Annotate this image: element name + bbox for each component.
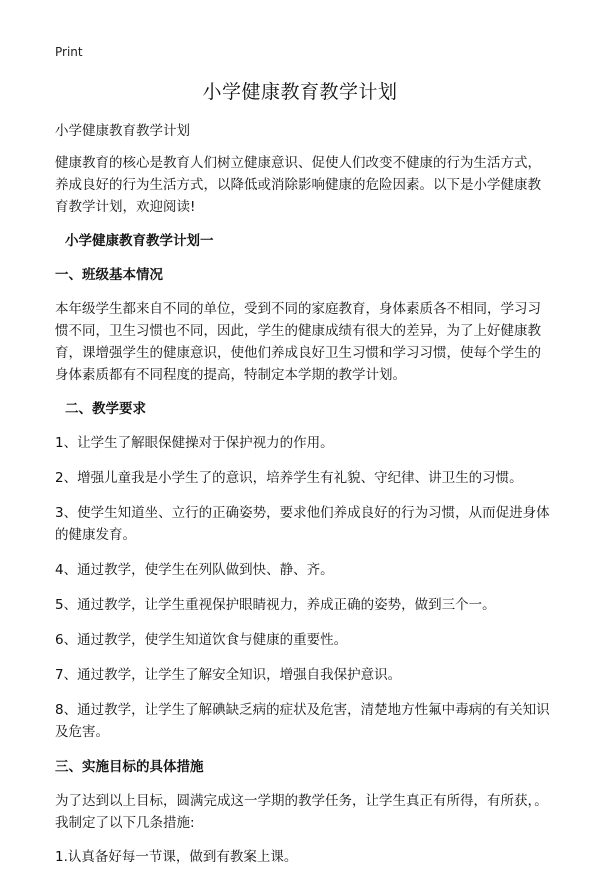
class-info-paragraph: 本年级学生都来自不同的单位，受到不同的家庭教育，身体素质各不相同，学习习惯不同，卫生习惯也不同，因此，学生的健康成绩有很大的差异，为了上好健康教育，课增强学生的健康意识，使他们养成良好卫生习惯和学习习惯，使每个学生的身体素质都有不同程度的提高，特制定本学期的教学计划。 — [55, 301, 541, 383]
document-body — [55, 120, 550, 881]
section-heading-class-info: 一、班级基本情况 — [55, 267, 163, 283]
section-heading-requirements: 二、教学要求 — [65, 401, 146, 417]
requirement-item: 1、让学生了解眼保健操对于保护视力的作用。 — [55, 435, 334, 451]
requirement-item: 6、通过教学，使学生知道饮食与健康的重要性。 — [55, 632, 348, 648]
requirement-item: 7、通过教学，让学生了解安全知识，增强自我保护意识。 — [55, 667, 402, 683]
requirement-item: 5、通过教学，让学生重视保护眼睛视力，养成正确的姿势，做到三个一。 — [55, 597, 496, 613]
requirement-item: 4、通过教学，使学生在列队做到快、静、齐。 — [55, 562, 334, 578]
measure-item: 1.认真备好每一节课，做到有教案上课。 — [55, 849, 298, 865]
document-subtitle: 小学健康教育教学计划 — [55, 123, 190, 139]
requirement-item: 2、增强儿童我是小学生了的意识，培养学生有礼貌、守纪律、讲卫生的习惯。 — [55, 470, 523, 486]
page-title: 小学健康教育教学计划 — [202, 81, 398, 103]
requirement-item: 8、通过教学，让学生了解碘缺乏病的症状及危害，清楚地方性氟中毒病的有关知识及危害。 — [55, 702, 550, 740]
print-link[interactable]: Print — [55, 45, 83, 59]
measures-paragraph: 为了达到以上目标，圆满完成这一学期的教学任务，让学生真正有所得，有所获，。我制定了以下几条措施: — [55, 793, 548, 831]
intro-paragraph: 健康教育的核心是教育人们树立健康意识、促使人们改变不健康的行为生活方式，养成良好的行为生活方式，以降低或消除影响健康的危险因素。以下是小学健康教育教学计划，欢迎阅读! — [55, 155, 541, 215]
section-heading-measures: 三、实施目标的具体措施 — [55, 759, 204, 775]
requirement-item: 3、使学生知道坐、立行的正确姿势，要求他们养成良好的行为习惯，从而促进身体的健康发育。 — [55, 505, 550, 543]
plan-heading: 小学健康教育教学计划一 — [65, 233, 214, 249]
